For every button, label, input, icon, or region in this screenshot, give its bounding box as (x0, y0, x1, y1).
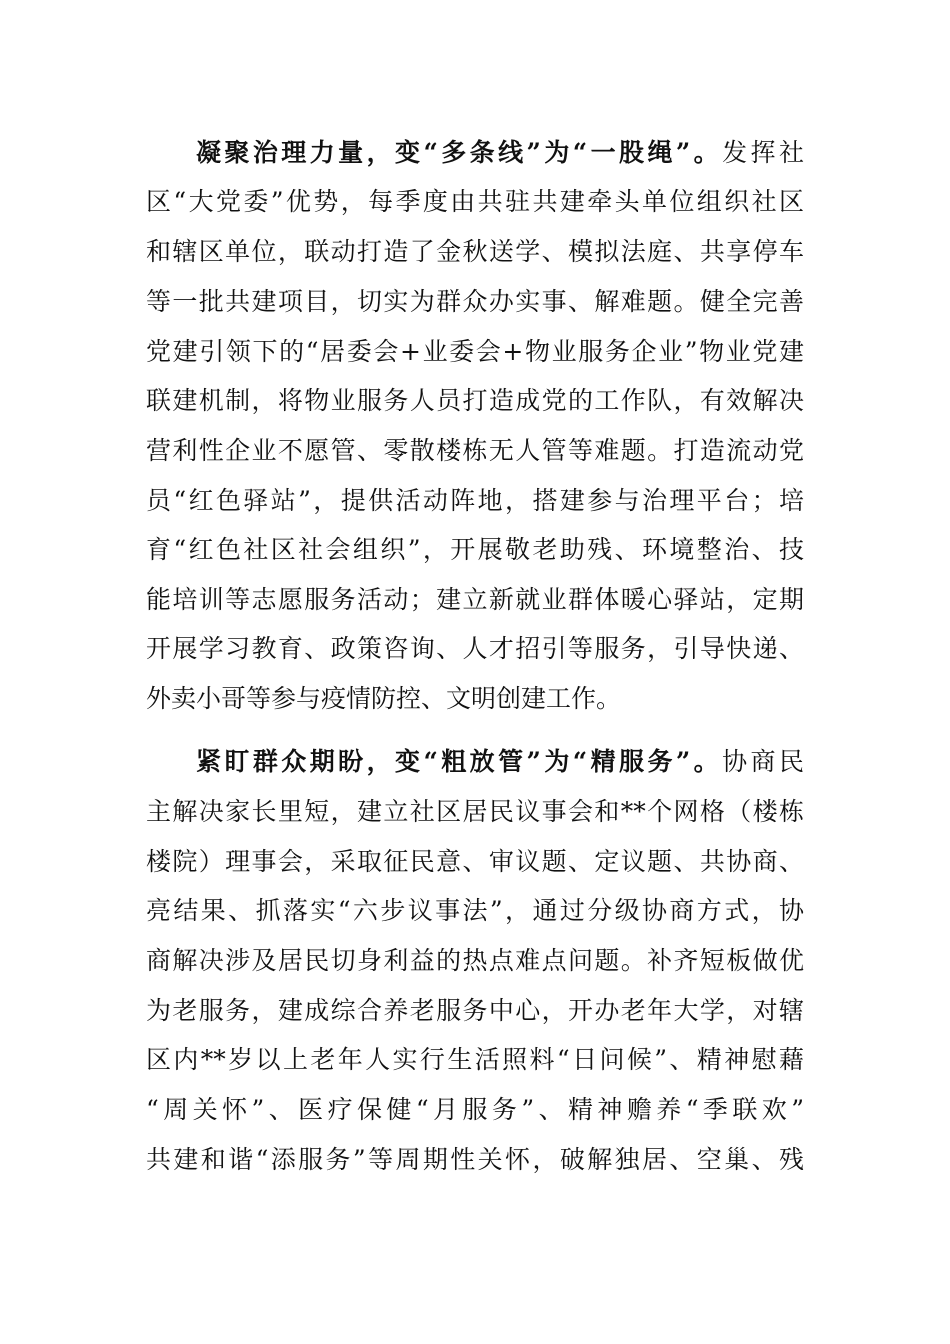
paragraph-1-line-1: 发挥社 (722, 138, 804, 167)
paragraph-2-line-9: 共建和谐“添服务”等周期性关怀，破解独居、空巢、残 (146, 1145, 804, 1174)
paragraph-1-line-8: 员“红色驿站”，提供活动阵地，搭建参与治理平台；培 (146, 486, 804, 515)
paragraph-2-line-5: 商解决涉及居民切身利益的热点难点问题。补齐短板做优 (146, 946, 804, 975)
paragraph-2-line-4: 亮结果、抓落实“六步议事法”，通过分级协商方式，协 (146, 896, 804, 925)
paragraph-1-line-5: 党建引领下的“居委会+业委会+物业服务企业”物业党建 (146, 337, 804, 366)
paragraph-2-line-3: 楼院）理事会，采取征民意、审议题、定议题、共协商、 (146, 847, 804, 876)
paragraph-1-line-4: 等一批共建项目，切实为群众办实事、解难题。健全完善 (146, 287, 804, 316)
paragraph-2-line-6: 为老服务，建成综合养老服务中心，开办老年大学，对辖 (146, 996, 804, 1025)
paragraph-2-line-7: 区内**岁以上老年人实行生活照料“日问候”、精神慰藉 (146, 1045, 804, 1074)
paragraph-2-line-1: 协商民 (722, 747, 804, 776)
paragraph-1-first-line (196, 133, 804, 173)
paragraph-2-first-line (196, 742, 804, 782)
paragraph-1-line-10: 能培训等志愿服务活动；建立新就业群体暖心驿站，定期 (146, 585, 804, 614)
paragraph-1-line-7: 营利性企业不愿管、零散楼栋无人管等难题。打造流动党 (146, 436, 804, 465)
paragraph-2-line-8: “周关怀”、医疗保健“月服务”、精神赡养“季联欢” (146, 1095, 804, 1124)
paragraph-1-heading: 凝聚治理力量，变“多条线”为“一股绳”。 (196, 138, 723, 167)
paragraph-1-line-2: 区“大党委”优势，每季度由共驻共建牵头单位组织社区 (146, 187, 804, 216)
paragraph-1-line-6: 联建机制，将物业服务人员打造成党的工作队，有效解决 (146, 386, 804, 415)
paragraph-1-line-12: 外卖小哥等参与疫情防控、文明创建工作。 (146, 684, 622, 713)
paragraph-2-heading: 紧盯群众期盼，变“粗放管”为“精服务”。 (196, 747, 723, 776)
paragraph-2-line-2: 主解决家长里短，建立社区居民议事会和**个网格（楼栋 (146, 797, 804, 826)
paragraph-1-line-11: 开展学习教育、政策咨询、人才招引等服务，引导快递、 (146, 634, 804, 663)
paragraph-1-line-9: 育“红色社区社会组织”，开展敬老助残、环境整治、技 (146, 535, 804, 564)
paragraph-1-line-3: 和辖区单位，联动打造了金秋送学、模拟法庭、共享停车 (146, 237, 804, 266)
